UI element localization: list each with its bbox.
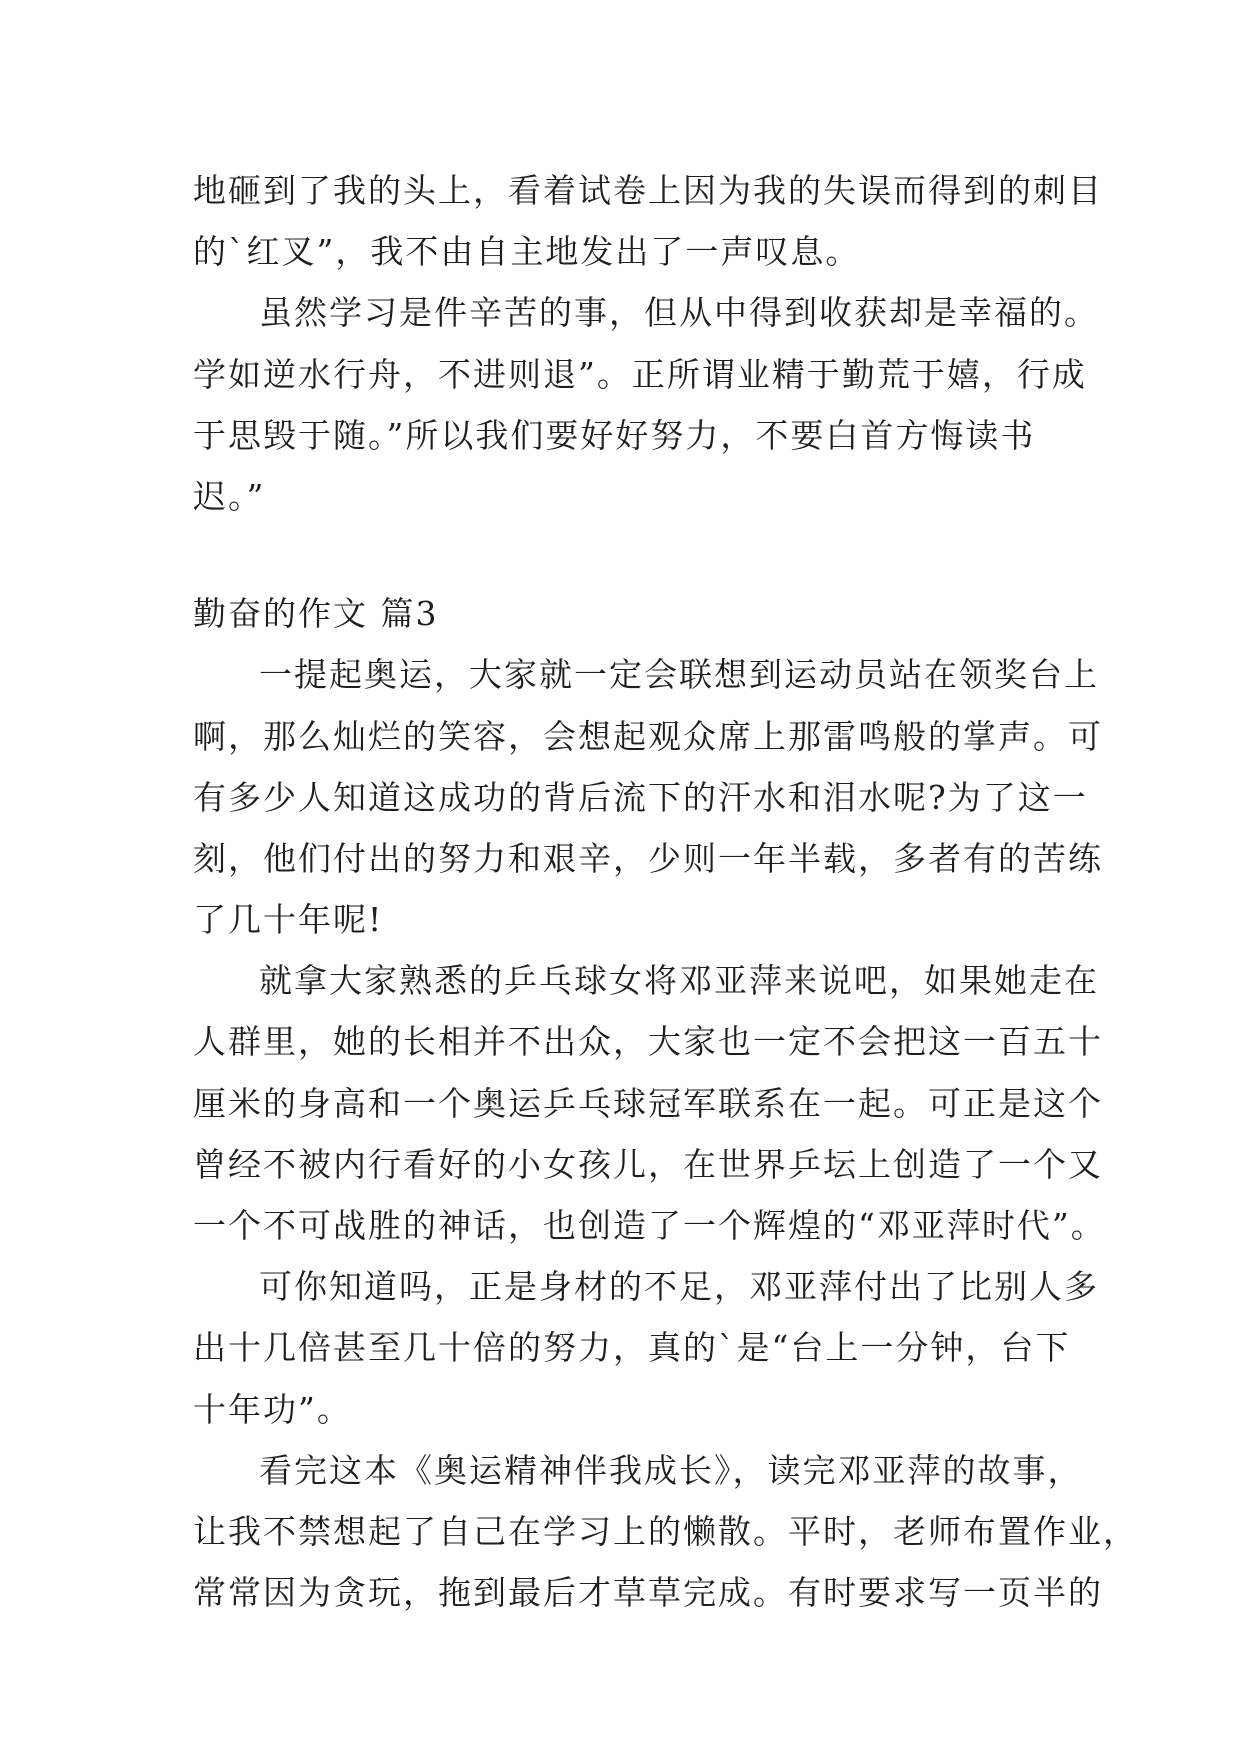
text-line: 了几十年呢! bbox=[193, 900, 384, 940]
text-line: 曾经不被内行看好的小女孩儿，在世界乒坛上创造了一个又 bbox=[193, 1144, 1103, 1184]
text-line: 啊，那么灿烂的笑容，会想起观众席上那雷鸣般的掌声。可 bbox=[193, 716, 1103, 756]
paragraph-first-line: 虽然学习是件辛苦的事，但从中得到收获却是幸福的。 bbox=[259, 293, 1099, 333]
text-line: 厘米的身高和一个奥运乒乓球冠军联系在一起。可正是这个 bbox=[193, 1083, 1103, 1123]
text-line: 十年功”。 bbox=[193, 1389, 352, 1429]
text-line: 一个不可战胜的神话，也创造了一个辉煌的“邓亚萍时代”。 bbox=[193, 1206, 1106, 1245]
essay-body bbox=[193, 160, 1138, 1623]
text-line: 出十几倍甚至几十倍的努力，真的`是“台上一分钟，台下 bbox=[193, 1328, 1071, 1368]
paragraph-first-line: 就拿大家熟悉的乒乓球女将邓亚萍来说吧，如果她走在 bbox=[259, 961, 1099, 1001]
text-line: 常常因为贪玩，拖到最后才草草完成。有时要求写一页半的 bbox=[193, 1573, 1103, 1613]
text-line: 地砸到了我的头上，看着试卷上因为我的失误而得到的刺目 bbox=[193, 171, 1103, 210]
text-line: 让我不禁想起了自己在学习上的懒散。平时，老师布置作业， bbox=[193, 1511, 1138, 1551]
text-line: 人群里，她的长相并不出众，大家也一定不会把这一百五十 bbox=[193, 1022, 1103, 1062]
text-line: 刻，他们付出的努力和艰辛，少则一年半载，多者有的苦练 bbox=[193, 838, 1103, 878]
text-line: 学如逆水行舟，不进则退”。正所谓业精于勤荒于嬉，行成 bbox=[193, 354, 1087, 394]
text-line: 有多少人知道这成功的背后流下的汗水和泪水呢?为了这一 bbox=[193, 777, 1088, 817]
paragraph-first-line: 一提起奥运，大家就一定会联想到运动员站在领奖台上 bbox=[259, 655, 1099, 695]
text-line: 于思毁于随。”所以我们要好好努力，不要白首方悔读书 bbox=[193, 415, 1036, 455]
paragraph-first-line: 看完这本《奥运精神伴我成长》，读完邓亚萍的故事， bbox=[259, 1450, 1083, 1490]
paragraph-first-line: 可你知道吗，正是身材的不足，邓亚萍付出了比别人多 bbox=[259, 1267, 1099, 1307]
text-line: 的`红叉”，我不由自主地发出了一声叹息。 bbox=[193, 232, 861, 272]
text-line: 迟。” bbox=[193, 476, 266, 516]
section-heading: 勤奋的作文 篇3 bbox=[193, 594, 439, 634]
